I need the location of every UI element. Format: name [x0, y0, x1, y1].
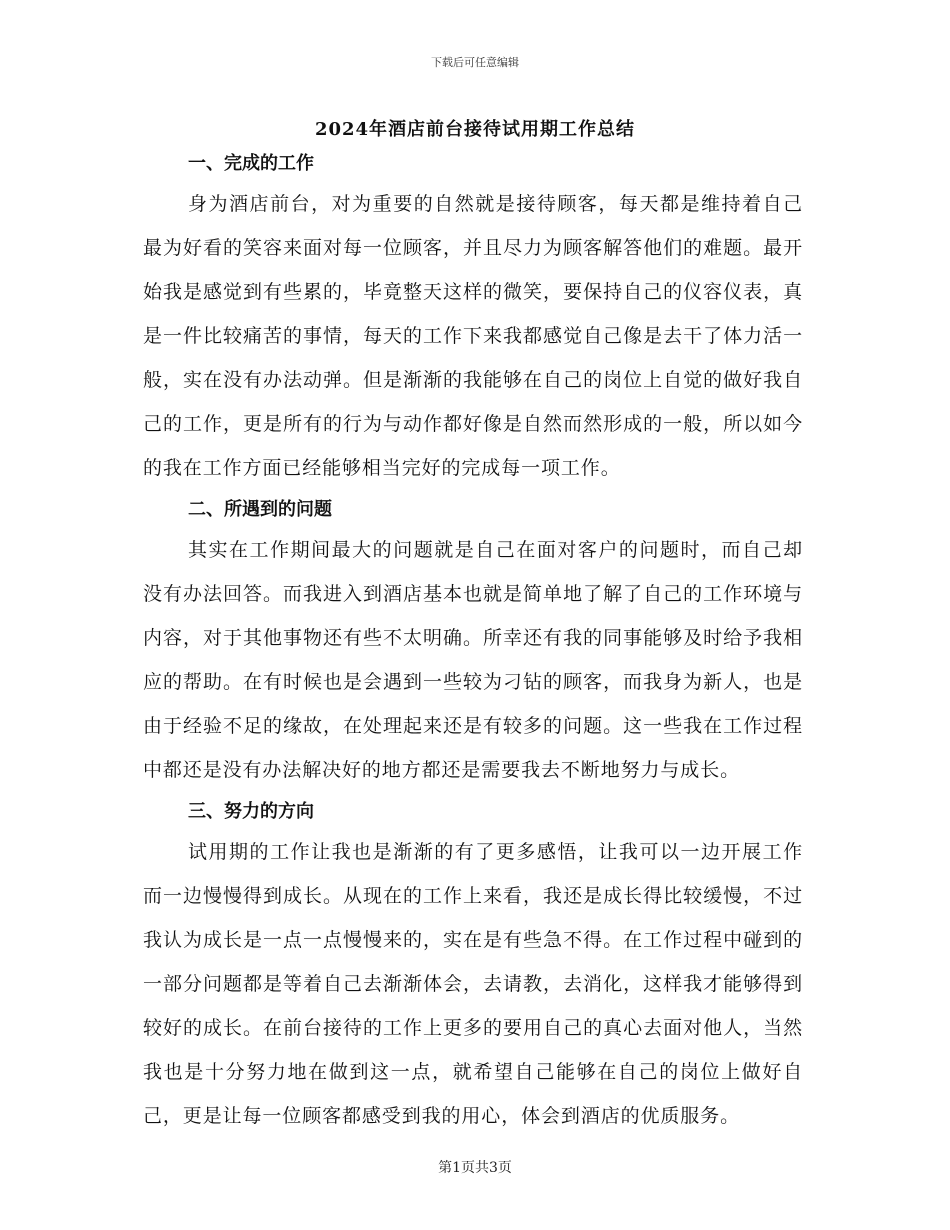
section-heading: 一、完成的工作: [188, 153, 314, 174]
section-paragraph: 试用期的工作让我也是渐渐的有了更多感悟，让我可以一边开展工作而一边慢慢得到成长。从现在的工作上来看，我还是成长得比较缓慢，不过我认为成长是一点一点慢慢来的，实在是有些急不得。在工作过程中碰到的一部分问题都是等着自己去渐渐体会，去请教，去消化，这样我才能够得到较好的成长。在前台接待的工作上更多的要用自己的真心去面对他人，当然我也是十分努力地在做到这一点，就希望自己能够在自己的岗位上做好自己，更是让每一位顾客都感受到我的用心，体会到酒店的优质服务。: [143, 841, 803, 1127]
document-body: [143, 150, 803, 1144]
page-header-note: 下载后可任意编辑: [431, 56, 519, 69]
section-direction: [143, 798, 803, 1138]
page-footer-page-number: 第1页共3页: [438, 1160, 512, 1176]
section-paragraph: 身为酒店前台，对为重要的自然就是接待顾客，每天都是维持着自己最为好看的笑容来面对每一位顾客，并且尽力为顾客解答他们的难题。最开始我是感觉到有些累的，毕竟整天这样的微笑，要保持自己的仪容仪表，真是一件比较痛苦的事情，每天的工作下来我都感觉自己像是去干了体力活一般，实在没有办法动弹。但是渐渐的我能够在自己的岗位上自觉的做好我自己的工作，更是所有的行为与动作都好像是自然而然形成的一般，所以如今的我在工作方面已经能够相当完好的完成每一项工作。: [143, 193, 803, 479]
section-paragraph: 其实在工作期间最大的问题就是自己在面对客户的问题时，而自己却没有办法回答。而我进入到酒店基本也就是简单地了解了自己的工作环境与内容，对于其他事物还有些不太明确。所幸还有我的同事能够及时给予我相应的帮助。在有时候也是会遇到一些较为刁钻的顾客，而我身为新人，也是由于经验不足的缘故，在处理起来还是有较多的问题。这一些我在工作过程中都还是没有办法解决好的地方都还是需要我去不断地努力与成长。: [143, 539, 803, 781]
section-completed-work: [143, 150, 803, 490]
section-heading: 二、所遇到的问题: [188, 499, 332, 520]
document-title: 2024年酒店前台接待试用期工作总结: [314, 119, 636, 140]
section-heading: 三、努力的方向: [188, 801, 314, 822]
section-problems: [143, 496, 803, 792]
